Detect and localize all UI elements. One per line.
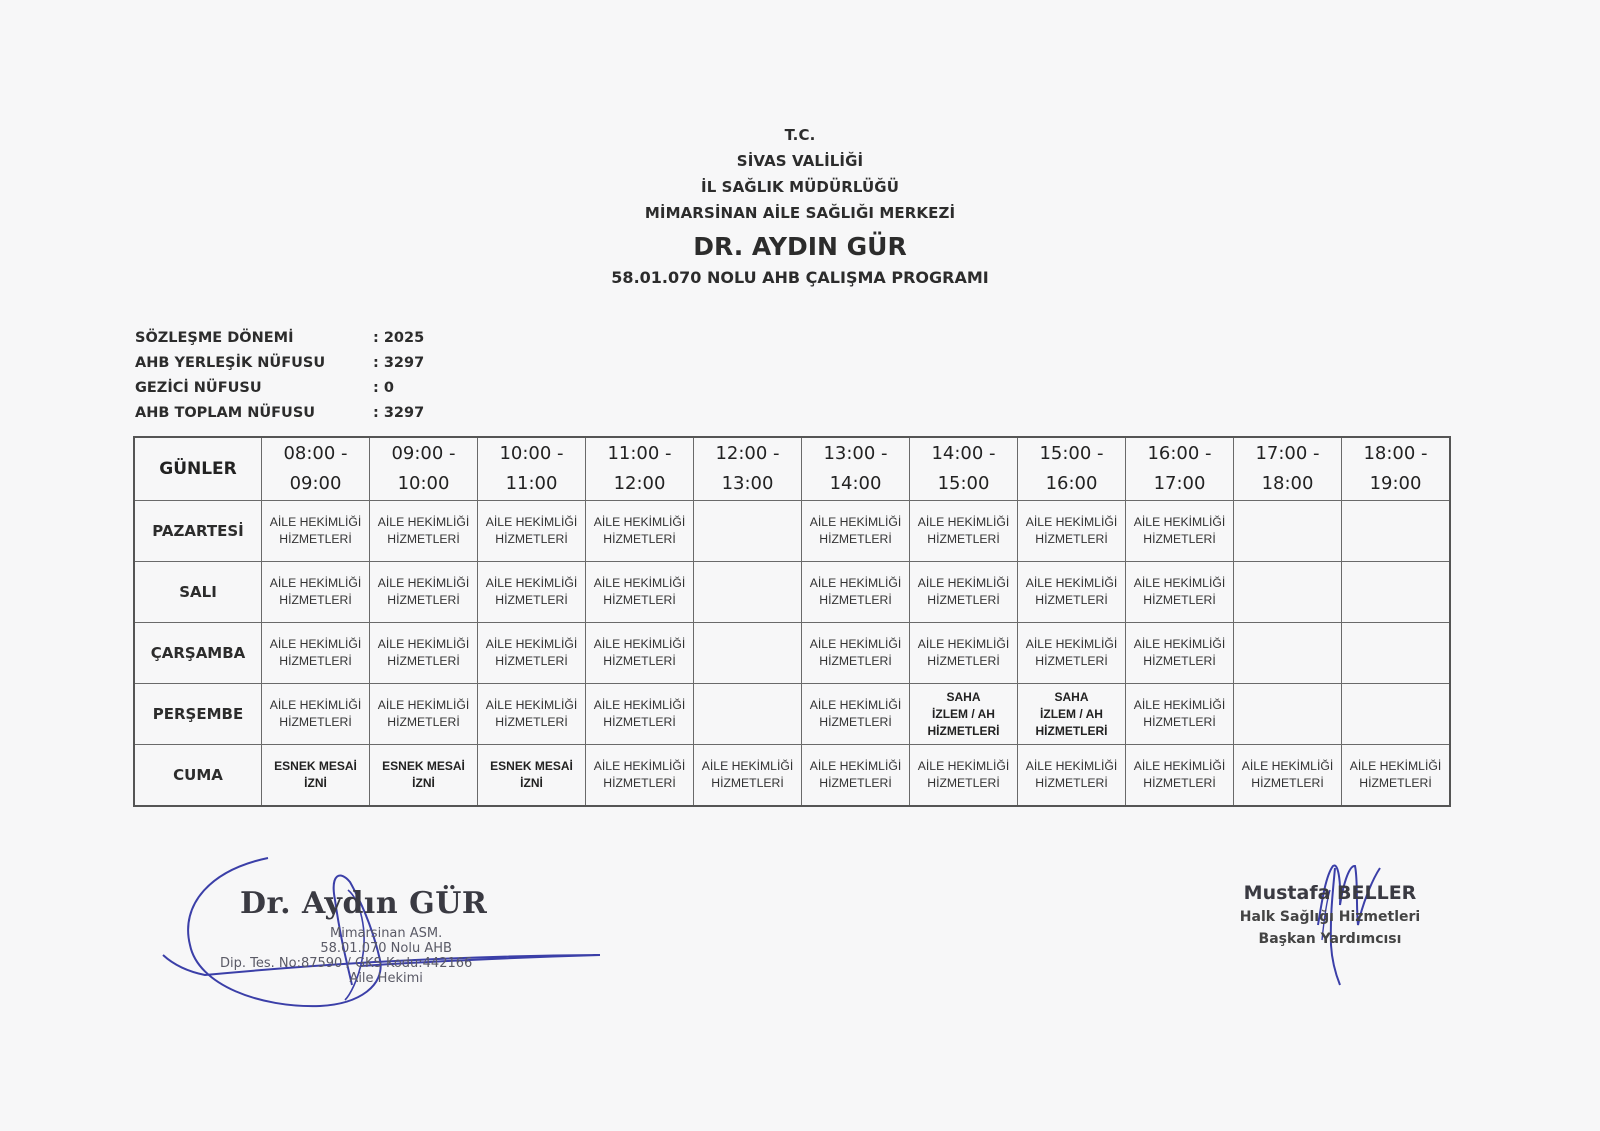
cell-text: AİLE HEKİMLİĞİ — [809, 637, 902, 651]
cell-text: AİLE HEKİMLİĞİ — [1133, 698, 1226, 712]
cell-text: AİLE HEKİMLİĞİ — [593, 637, 686, 651]
day-label: PERŞEMBE — [134, 684, 262, 745]
time-slot-text: 18:00 — [1261, 473, 1314, 494]
cell-text: AİLE HEKİMLİĞİ — [809, 576, 902, 590]
cell-text: HİZMETLERİ — [927, 593, 1000, 607]
cell-text: ESNEK MESAİ — [382, 759, 465, 773]
cell-text: HİZMETLERİ — [1035, 723, 1108, 738]
cell-text: AİLE HEKİMLİĞİ — [377, 515, 470, 529]
time-slot-text: 18:00 - — [1363, 443, 1428, 464]
cell-text: HİZMETLERİ — [495, 715, 568, 729]
stamp-line: Mimarsinan ASM. — [330, 926, 443, 941]
cell-text: AİLE HEKİMLİĞİ — [377, 698, 470, 712]
cell-text: AİLE HEKİMLİĞİ — [377, 637, 470, 651]
day-label: ÇARŞAMBA — [134, 623, 262, 684]
time-slot-text: 16:00 — [1045, 473, 1098, 494]
left-signatory-name: Dr. Aydın GÜR — [240, 886, 488, 921]
time-slot-text: 10:00 - — [499, 443, 564, 464]
cell-text: HİZMETLERİ — [819, 654, 892, 668]
time-slot-text: 13:00 — [721, 473, 774, 494]
info-value: : 0 — [373, 380, 394, 396]
time-slot-text: 12:00 — [613, 473, 666, 494]
time-slot-text: 15:00 - — [1039, 443, 1104, 464]
cell-text: AİLE HEKİMLİĞİ — [1025, 515, 1118, 529]
cell-text: İZNİ — [304, 776, 327, 790]
cell-text: HİZMETLERİ — [387, 654, 460, 668]
cell-text: HİZMETLERİ — [1035, 593, 1108, 607]
cell-text: SAHA — [1054, 689, 1089, 704]
cell-text: HİZMETLERİ — [603, 654, 676, 668]
time-slot-text: 12:00 - — [715, 443, 780, 464]
cell-text: HİZMETLERİ — [819, 593, 892, 607]
left-signature-block — [160, 852, 600, 1002]
cell-text: HİZMETLERİ — [711, 776, 784, 790]
info-label: AHB TOPLAM NÜFUSU — [135, 405, 316, 421]
cell-text: HİZMETLERİ — [495, 654, 568, 668]
cell-text: AİLE HEKİMLİĞİ — [485, 637, 578, 651]
cell-text: AİLE HEKİMLİĞİ — [809, 759, 902, 773]
info-value: : 2025 — [373, 330, 425, 346]
time-slot-text: 16:00 - — [1147, 443, 1212, 464]
cell-text: HİZMETLERİ — [1035, 532, 1108, 546]
cell-text: SAHA — [946, 689, 981, 704]
cell-text: AİLE HEKİMLİĞİ — [269, 576, 362, 590]
cell-text: AİLE HEKİMLİĞİ — [1133, 515, 1226, 529]
cell-text: AİLE HEKİMLİĞİ — [917, 576, 1010, 590]
cell-text: HİZMETLERİ — [603, 715, 676, 729]
cell-text: AİLE HEKİMLİĞİ — [593, 698, 686, 712]
time-slot-text: 09:00 - — [391, 443, 456, 464]
cell-text: İZNİ — [520, 776, 543, 790]
cell-text: AİLE HEKİMLİĞİ — [593, 576, 686, 590]
time-slot-text: 17:00 - — [1255, 443, 1320, 464]
cell-text: HİZMETLERİ — [603, 776, 676, 790]
cell-text: AİLE HEKİMLİĞİ — [377, 576, 470, 590]
header-asm: MİMARSİNAN AİLE SAĞLIĞI MERKEZİ — [644, 204, 956, 222]
stamp-line: Aile Hekimi — [349, 971, 423, 986]
time-slot-text: 14:00 — [829, 473, 882, 494]
header-mudurluk: İL SAĞLIK MÜDÜRLÜĞÜ — [701, 178, 899, 196]
left-stamp — [220, 926, 512, 986]
cell-text: AİLE HEKİMLİĞİ — [917, 759, 1010, 773]
time-slot-text: 19:00 — [1369, 473, 1422, 494]
time-slot-text: 15:00 — [937, 473, 990, 494]
cell-text: HİZMETLERİ — [1143, 593, 1216, 607]
cell-text: ESNEK MESAİ — [274, 759, 357, 773]
header-valilik: SİVAS VALİLİĞİ — [736, 152, 864, 170]
cell-text: HİZMETLERİ — [1035, 776, 1108, 790]
cell-text: AİLE HEKİMLİĞİ — [593, 515, 686, 529]
cell-text: AİLE HEKİMLİĞİ — [593, 759, 686, 773]
day-label: SALI — [134, 562, 262, 623]
cell-text: AİLE HEKİMLİĞİ — [809, 515, 902, 529]
cell-text: ESNEK MESAİ — [490, 759, 573, 773]
cell-text: HİZMETLERİ — [1251, 776, 1324, 790]
cell-text: AİLE HEKİMLİĞİ — [485, 698, 578, 712]
cell-text: HİZMETLERİ — [495, 593, 568, 607]
cell-text: HİZMETLERİ — [927, 776, 1000, 790]
program-title: 58.01.070 NOLU AHB ÇALIŞMA PROGRAMI — [611, 268, 989, 287]
info-label: AHB YERLEŞİK NÜFUSU — [135, 355, 326, 371]
info-label: SÖZLEŞME DÖNEMİ — [135, 330, 294, 346]
cell-text: HİZMETLERİ — [603, 593, 676, 607]
cell-text: AİLE HEKİMLİĞİ — [1133, 759, 1226, 773]
cell-text: HİZMETLERİ — [387, 532, 460, 546]
info-value: : 3297 — [373, 405, 425, 421]
time-slot-text: 17:00 — [1153, 473, 1206, 494]
cell-text: AİLE HEKİMLİĞİ — [269, 637, 362, 651]
cell-text: HİZMETLERİ — [1143, 654, 1216, 668]
cell-text: AİLE HEKİMLİĞİ — [269, 515, 362, 529]
cell-text: İZLEM / AH — [932, 706, 995, 721]
day-label: CUMA — [134, 745, 262, 807]
stamp-line: Dip. Tes. No:87590 / GKS Kodu:442166 — [220, 956, 473, 971]
cell-text: HİZMETLERİ — [819, 776, 892, 790]
doctor-name-title: DR. AYDIN GÜR — [693, 232, 907, 261]
cell-text: AİLE HEKİMLİĞİ — [917, 637, 1010, 651]
cell-text: HİZMETLERİ — [819, 715, 892, 729]
cell-text: HİZMETLERİ — [279, 654, 352, 668]
header-tc: T.C. — [784, 126, 816, 144]
right-signatory-name: Mustafa BELLER — [1243, 882, 1417, 904]
stamp-line: 58.01.070 Nolu AHB — [320, 941, 452, 956]
time-slot-text: 11:00 - — [607, 443, 672, 464]
right-signature-block — [1230, 880, 1430, 950]
cell-text: İZLEM / AH — [1040, 706, 1103, 721]
cell-text: HİZMETLERİ — [387, 715, 460, 729]
cell-text: AİLE HEKİMLİĞİ — [1241, 759, 1334, 773]
cell-text: HİZMETLERİ — [279, 593, 352, 607]
cell-text: HİZMETLERİ — [495, 532, 568, 546]
cell-text: AİLE HEKİMLİĞİ — [1025, 759, 1118, 773]
day-label: PAZARTESİ — [134, 501, 262, 562]
cell-text: AİLE HEKİMLİĞİ — [485, 576, 578, 590]
cell-text: HİZMETLERİ — [603, 532, 676, 546]
cell-text: HİZMETLERİ — [819, 532, 892, 546]
cell-text: AİLE HEKİMLİĞİ — [1025, 637, 1118, 651]
right-signatory-title: Halk Sağlığı Hizmetleri — [1239, 909, 1421, 925]
time-slot-text: 10:00 — [397, 473, 450, 494]
cell-text: HİZMETLERİ — [927, 654, 1000, 668]
cell-text: HİZMETLERİ — [279, 715, 352, 729]
cell-text: AİLE HEKİMLİĞİ — [1349, 759, 1442, 773]
info-label: GEZİCİ NÜFUSU — [135, 380, 262, 396]
cell-text: AİLE HEKİMLİĞİ — [1133, 576, 1226, 590]
right-signatory-role: Başkan Yardımcısı — [1258, 931, 1402, 947]
cell-text: HİZMETLERİ — [1143, 532, 1216, 546]
cell-text: AİLE HEKİMLİĞİ — [809, 698, 902, 712]
cell-text: HİZMETLERİ — [279, 532, 352, 546]
cell-text: HİZMETLERİ — [1035, 654, 1108, 668]
days-column-header: GÜNLER — [134, 437, 262, 501]
time-slot-text: 13:00 - — [823, 443, 888, 464]
cell-text: AİLE HEKİMLİĞİ — [917, 515, 1010, 529]
cell-text: AİLE HEKİMLİĞİ — [701, 759, 794, 773]
time-slot-text: 08:00 - — [283, 443, 348, 464]
time-slot-text: 14:00 - — [931, 443, 996, 464]
cell-text: İZNİ — [412, 776, 435, 790]
cell-text: HİZMETLERİ — [1143, 776, 1216, 790]
cell-text: AİLE HEKİMLİĞİ — [1025, 576, 1118, 590]
time-slot-text: 11:00 — [505, 473, 558, 494]
cell-text: AİLE HEKİMLİĞİ — [1133, 637, 1226, 651]
info-value: : 3297 — [373, 355, 425, 371]
cell-text: AİLE HEKİMLİĞİ — [485, 515, 578, 529]
cell-text: HİZMETLERİ — [1359, 776, 1432, 790]
cell-text: AİLE HEKİMLİĞİ — [269, 698, 362, 712]
cell-text: HİZMETLERİ — [387, 593, 460, 607]
cell-text: HİZMETLERİ — [927, 532, 1000, 546]
cell-text: HİZMETLERİ — [1143, 715, 1216, 729]
time-slot-text: 09:00 — [289, 473, 342, 494]
cell-text: HİZMETLERİ — [927, 723, 1000, 738]
